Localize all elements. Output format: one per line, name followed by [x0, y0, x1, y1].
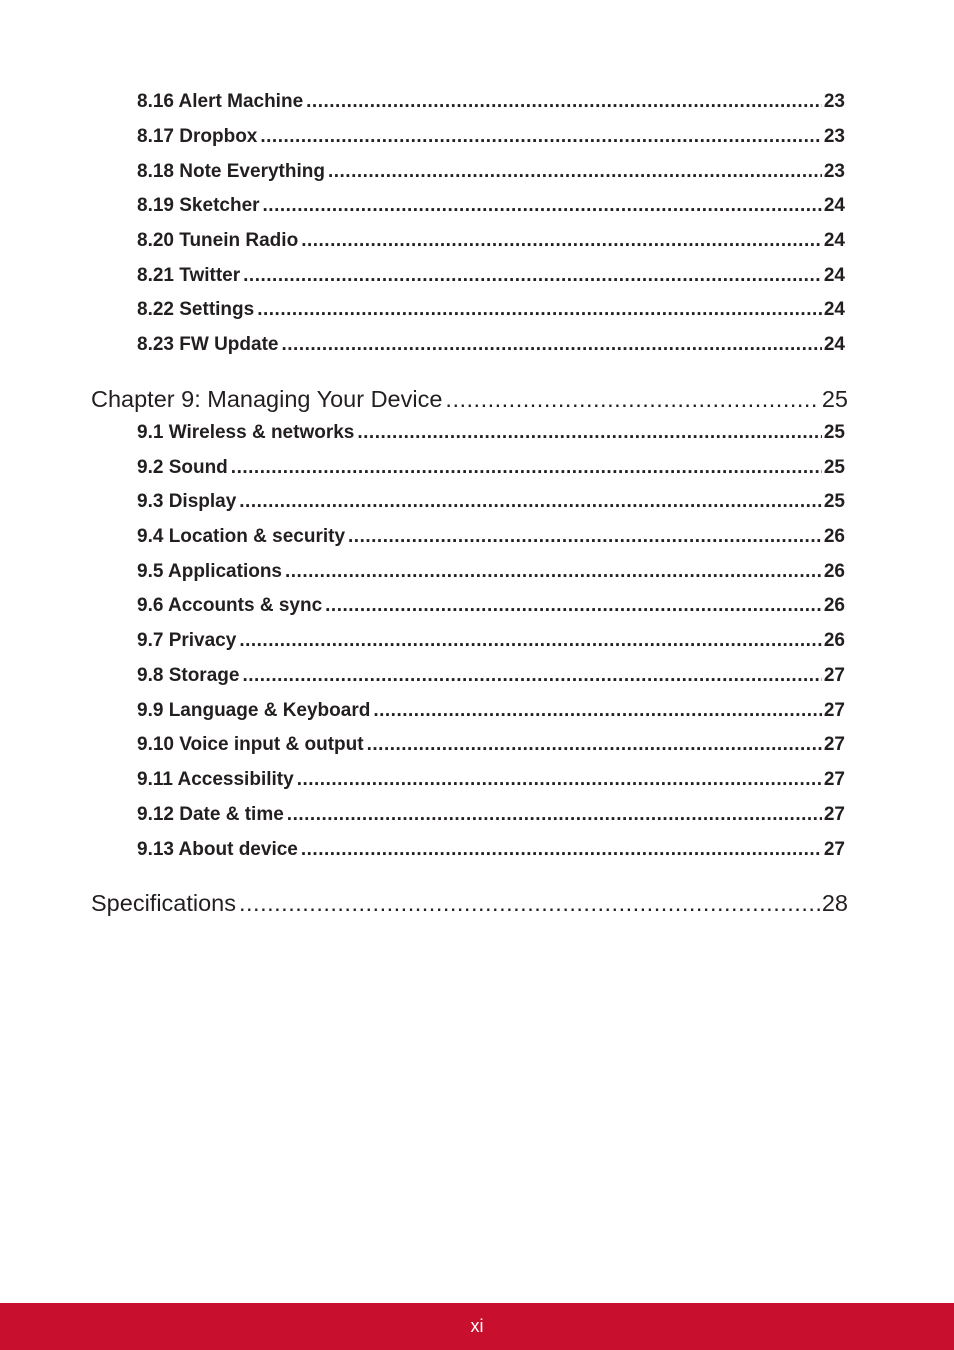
dot-leader — [257, 299, 822, 321]
toc-entry-9-7[interactable] — [137, 630, 845, 652]
dot-leader — [373, 700, 822, 722]
dot-leader — [281, 334, 821, 356]
toc-entry-title: 9.8 Storage — [137, 665, 240, 686]
toc-entry-page: 25 — [823, 457, 845, 478]
dot-leader — [242, 665, 821, 687]
dot-leader — [239, 491, 822, 513]
toc-entry-9-8[interactable] — [137, 665, 845, 687]
dot-leader — [325, 595, 822, 617]
dot-leader — [445, 386, 819, 413]
toc-entry-9-1[interactable] — [137, 422, 845, 444]
toc-entry-8-18[interactable] — [137, 161, 845, 183]
toc-entry-title: 9.6 Accounts & sync — [137, 595, 323, 616]
dot-leader — [348, 526, 822, 548]
toc-entry-title: 9.10 Voice input & output — [137, 734, 364, 755]
toc-entry-9-12[interactable] — [137, 804, 845, 826]
toc-entry-9-11[interactable] — [137, 769, 845, 791]
toc-entry-title: 9.5 Applications — [137, 561, 282, 582]
toc-entry-8-19[interactable] — [137, 195, 845, 217]
toc-entry-9-6[interactable] — [137, 595, 845, 617]
toc-chapter-title: Specifications — [91, 890, 236, 916]
toc-entry-page: 26 — [823, 630, 845, 651]
toc-entry-title: 8.21 Twitter — [137, 265, 241, 286]
toc-entry-title: 8.17 Dropbox — [137, 126, 258, 147]
toc-entry-page: 26 — [823, 561, 845, 582]
toc-entry-8-22[interactable] — [137, 299, 845, 321]
toc-entry-page: 27 — [823, 734, 845, 755]
dot-leader — [306, 91, 822, 113]
toc-entry-page: 27 — [823, 665, 845, 686]
toc-entry-page: 24 — [823, 195, 845, 216]
toc-entry-title: 9.1 Wireless & networks — [137, 422, 355, 443]
dot-leader — [357, 422, 821, 444]
toc-entry-8-20[interactable] — [137, 230, 845, 252]
toc-entry-page: 23 — [823, 91, 845, 112]
toc-entry-page: 24 — [823, 230, 845, 251]
dot-leader — [297, 769, 822, 791]
toc-entry-page: 26 — [823, 526, 845, 547]
toc-entry-8-21[interactable] — [137, 265, 845, 287]
toc-entry-title: 9.2 Sound — [137, 457, 228, 478]
toc-entry-9-2[interactable] — [137, 457, 845, 479]
toc-entry-title: 9.4 Location & security — [137, 526, 346, 547]
toc-entry-page: 27 — [823, 700, 845, 721]
toc-entry-title: 8.16 Alert Machine — [137, 91, 304, 112]
toc-entry-page: 24 — [823, 265, 845, 286]
toc-entry-8-16[interactable] — [137, 91, 845, 113]
toc-chapter-9[interactable] — [91, 386, 848, 413]
dot-leader — [239, 630, 822, 652]
toc-entry-title: 9.3 Display — [137, 491, 237, 512]
toc-entry-page: 23 — [823, 161, 845, 182]
dot-leader — [260, 126, 821, 148]
toc-entry-title: 8.20 Tunein Radio — [137, 230, 299, 251]
toc-entry-title: 9.7 Privacy — [137, 630, 237, 651]
toc-entry-page: 24 — [823, 299, 845, 320]
dot-leader — [287, 804, 822, 826]
toc-entry-title: 9.13 About device — [137, 839, 298, 860]
toc-entry-page: 25 — [823, 491, 845, 512]
dot-leader — [301, 230, 822, 252]
dot-leader — [301, 839, 822, 861]
dot-leader — [239, 890, 820, 917]
toc-entry-title: 8.23 FW Update — [137, 334, 279, 355]
toc-chapter-page: 25 — [821, 386, 848, 412]
toc-chapter-title: Chapter 9: Managing Your Device — [91, 386, 443, 412]
toc-entry-9-5[interactable] — [137, 561, 845, 583]
dot-leader — [367, 734, 822, 756]
dot-leader — [231, 457, 822, 479]
toc-entry-page: 27 — [823, 804, 845, 825]
toc-entry-title: 8.22 Settings — [137, 299, 255, 320]
dot-leader — [243, 265, 822, 287]
toc-entry-title: 8.19 Sketcher — [137, 195, 260, 216]
toc-chapter-page: 28 — [821, 890, 848, 916]
toc-entry-title: 9.12 Date & time — [137, 804, 284, 825]
toc-entry-8-23[interactable] — [137, 334, 845, 356]
dot-leader — [285, 561, 822, 583]
toc-entry-8-17[interactable] — [137, 126, 845, 148]
toc-chapter-specifications[interactable] — [91, 890, 848, 917]
toc-entry-page: 27 — [823, 839, 845, 860]
toc-entry-9-3[interactable] — [137, 491, 845, 513]
toc-entry-page: 24 — [823, 334, 845, 355]
toc-entry-page: 23 — [823, 126, 845, 147]
footer-page-number: xi — [470, 1316, 484, 1336]
toc-entry-title: 9.9 Language & Keyboard — [137, 700, 371, 721]
toc-entry-title: 8.18 Note Everything — [137, 161, 325, 182]
toc-entry-page: 27 — [823, 769, 845, 790]
toc-entry-9-4[interactable] — [137, 526, 845, 548]
toc-entry-page: 25 — [823, 422, 845, 443]
dot-leader — [328, 161, 822, 183]
toc-entry-9-9[interactable] — [137, 700, 845, 722]
toc-entry-9-10[interactable] — [137, 734, 845, 756]
toc-entry-title: 9.11 Accessibility — [137, 769, 294, 790]
toc-entry-page: 26 — [823, 595, 845, 616]
dot-leader — [263, 195, 822, 217]
toc-entry-9-13[interactable] — [137, 839, 845, 861]
